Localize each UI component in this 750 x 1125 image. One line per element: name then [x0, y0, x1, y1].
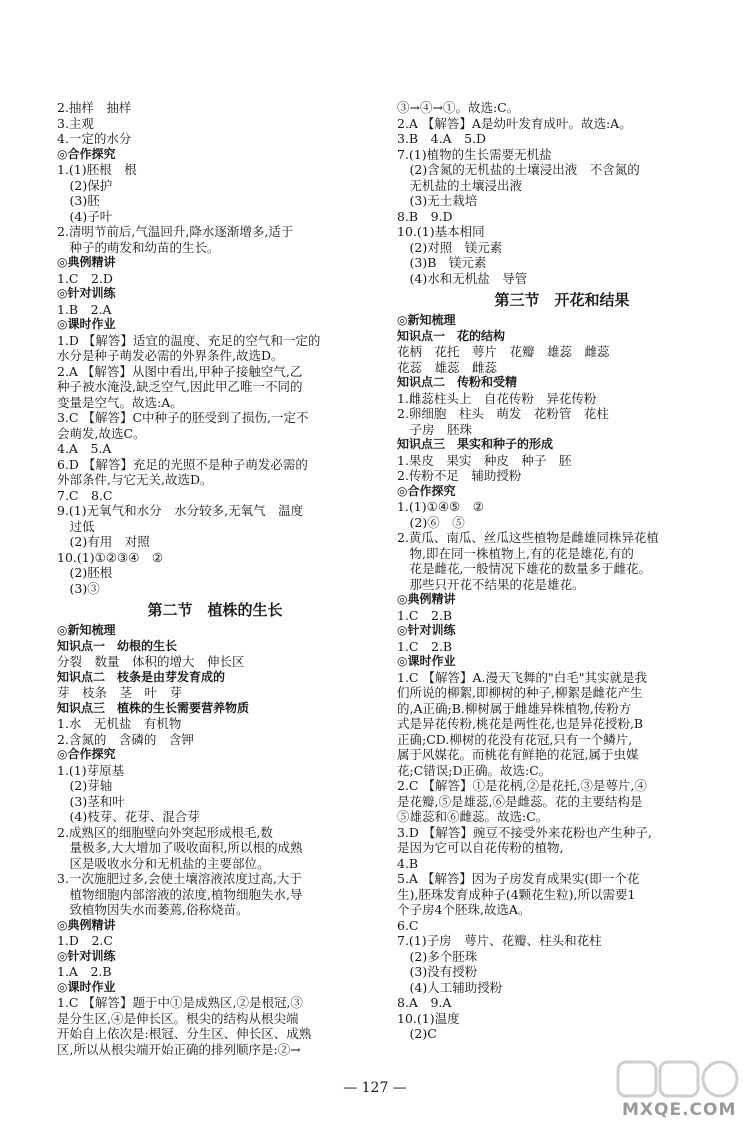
right-text-line: (2)⑥ ⑤ — [397, 514, 465, 530]
right-text-line: 式是异花传粉,桃花是两性花,也是异花授粉,B — [397, 716, 644, 731]
left-text-line: 1.(1)胚根 根 — [57, 162, 137, 177]
left-text-line: 6.D 【解答】充足的光照不是种子萌发必需的 — [57, 456, 308, 472]
left-text-line: 1.D 2.C — [57, 933, 113, 948]
right-text-line: 属于风媒花。而桃花有鲜艳的花冠,属于虫媒 — [397, 747, 639, 762]
right-text-line: (3)无土栽培 — [397, 193, 478, 208]
right-heading: 知识点二 传粉和受精 — [397, 375, 518, 389]
right-text-line: 5.A 【解答】因为子房发育成果实(即一个花 — [397, 871, 640, 886]
left-text-line: 2.成熟区的细胞壁向外突起形成根毛,数 — [57, 824, 273, 840]
right-text-line: 花;C错误;D正确。故选:C。 — [397, 762, 552, 778]
right-text-line: 2.黄瓜、南瓜、丝瓜这些植物是雌雄同株异花植 — [397, 530, 659, 545]
right-text-line: 4.B — [397, 855, 419, 871]
left-text-line: 2.清明节前后,气温回升,降水逐渐增多,适于 — [57, 224, 294, 239]
left-text-line: 芽 枝条 茎 叶 芽 — [57, 685, 183, 700]
right-text-line: 的,A正确;B.柳树属于雌雄异株植物,传粉方 — [397, 700, 632, 716]
left-text-line: 变量是空气。故选:A。 — [57, 394, 183, 410]
right-text-line: 是因为它可以自花传粉的植物, — [397, 840, 564, 855]
left-text-line: 7.C 8.C — [57, 487, 113, 503]
left-heading: 知识点一 幼根的生长 — [57, 638, 178, 653]
left-text-line: 2.抽样 抽样 — [57, 100, 132, 115]
left-text-line: 会萌发,故选C。 — [57, 425, 146, 441]
right-text-line: 是花瓣,⑤是雄蕊,⑥是雌蕊。花的主要结构是 — [397, 793, 643, 809]
watermark-text: MXQE.COM — [622, 1100, 737, 1120]
left-text-line: 植物细胞内部溶液的浓度,植物细胞失水,导 — [57, 886, 303, 902]
left-column — [57, 100, 373, 1057]
right-text-line: 1.C 2.B — [397, 607, 453, 623]
left-text-line: 1.B 2.A — [57, 301, 112, 317]
right-text-line: 6.C — [397, 917, 419, 933]
right-heading: ◎典例精讲 — [397, 592, 456, 606]
right-heading: ◎新知梳理 — [397, 313, 456, 327]
right-text-line: 花蕊 雄蕊 雌蕊 — [397, 359, 498, 375]
right-text-line: 7.(1)植物的生长需要无机盐 — [397, 146, 552, 162]
right-text-line: 物,即在同一株植物上,有的花是雄花,有的 — [397, 545, 634, 561]
left-section-title: 第二节 植株的生长 — [147, 601, 283, 619]
right-text-line: 花是雌花,一般情况下雄花的数量多于雌花。 — [397, 561, 651, 576]
left-heading: ◎合作探究 — [57, 146, 116, 161]
right-text-line: 2.C 【解答】①是花柄,②是花托,③是萼片,④ — [397, 778, 647, 793]
right-heading: 知识点一 花的结构 — [397, 328, 506, 343]
left-text-line: 3.C 【解答】C中种子的胚受到了损伤,一定不 — [57, 410, 309, 425]
left-heading: ◎针对训练 — [57, 286, 116, 300]
left-text-line: 1.D 【解答】适宜的温度、充足的空气和一定的 — [57, 332, 321, 348]
right-text-line: 子房 胚珠 — [397, 421, 473, 437]
left-text-line: 3.一次施肥过多,会使土壤溶液浓度过高,大于 — [57, 871, 302, 886]
left-text-line: 1.(1)芽原基 — [57, 762, 125, 778]
right-text-line: 3.B 4.A 5.D — [397, 131, 487, 146]
left-text-line: (2)胚根 — [57, 565, 113, 580]
left-text-line: 1.C 2.D — [57, 270, 113, 286]
left-text-line: 1.C 【解答】题于中①是成熟区,②是根冠,③ — [57, 995, 303, 1010]
left-heading: ◎课时作业 — [57, 317, 116, 331]
right-text-line: 10.(1)基本相同 — [397, 224, 485, 239]
right-text-line: 3.D 【解答】豌豆不接受外来花粉也产生种子, — [397, 824, 652, 840]
right-text-line: 花柄 花托 萼片 花瓣 雄蕊 雌蕊 — [397, 344, 610, 359]
right-text-line: (3)没有授粉 — [397, 964, 478, 979]
right-text-line: (2)C — [397, 1026, 437, 1041]
right-text-line: (3)B 镁元素 — [397, 255, 487, 270]
right-text-line: ③→④→①。故选:C。 — [397, 100, 520, 115]
right-text-line: 1.(1)①④⑤ ② — [397, 499, 484, 514]
right-text-line: (2)多个胚珠 — [397, 948, 478, 964]
left-text-line: (3)胚 — [57, 193, 100, 208]
left-heading: ◎针对训练 — [57, 948, 116, 963]
right-text-line: 1.C 2.B — [397, 638, 453, 654]
left-text-line: 10.(1)①②③④ ② — [57, 549, 164, 565]
right-text-line: 正确;CD.柳树的花没有花冠,只有一个鳞片, — [397, 731, 633, 747]
right-section-title: 第三节 开花和结果 — [494, 291, 630, 309]
left-text-line: (4)枝芽、花芽、混合芽 — [57, 809, 200, 824]
left-text-line: 外部条件,与它无关,故选D。 — [57, 472, 213, 487]
left-text-line: 分裂 数量 体积的增大 伸长区 — [57, 654, 245, 669]
left-text-line: 4.A 5.A — [57, 441, 112, 456]
right-column — [397, 100, 727, 1042]
right-text-line: ⑤雄蕊和⑥雌蕊。故选:C。 — [397, 809, 549, 824]
right-text-line: (4)水和无机盐 导管 — [397, 270, 528, 286]
left-text-line: (4)子叶 — [57, 208, 113, 224]
right-heading: ◎针对训练 — [397, 623, 456, 637]
left-text-line: 1.水 无机盐 有机物 — [57, 716, 182, 731]
left-text-line: 9.(1)无氧气和水分 水分较多,无氧气 温度 — [57, 503, 304, 518]
left-text-line: 过低 — [57, 518, 95, 534]
left-text-line: (3)茎和叶 — [57, 793, 125, 809]
left-heading: ◎新知梳理 — [57, 623, 116, 637]
left-heading: ◎合作探究 — [57, 747, 116, 761]
left-text-line: 开始自上依次是:根冠、分生区、伸长区、成熟 — [57, 1026, 312, 1041]
left-text-line: 种子被水淹没,缺乏空气,因此甲乙唯一不同的 — [57, 379, 303, 394]
left-text-line: 水分是种子萌发必需的外界条件,故选D。 — [57, 348, 284, 363]
left-text-line: (3)③ — [57, 580, 100, 596]
right-text-line: 1.雌蕊柱头上 自花传粉 异花传粉 — [397, 390, 597, 406]
left-text-line: 2.含氮的 含磷的 含钾 — [57, 731, 194, 747]
left-heading: ◎典例精讲 — [57, 255, 116, 269]
right-text-line: 2.传粉不足 辅助授粉 — [397, 468, 522, 483]
right-heading: ◎课时作业 — [397, 654, 456, 668]
right-text-line: 2.卵细胞 柱头 萌发 花粉管 花柱 — [397, 406, 609, 421]
right-text-line: 个子房4个胚珠,故选A。 — [397, 902, 531, 917]
right-text-line: 无机盐的土壤浸出液 — [397, 177, 523, 193]
left-text-line: 是分生区,④是伸长区。根尖的结构从根尖端 — [57, 1010, 299, 1026]
left-text-line: 种子的萌发和幼苗的生长。 — [57, 239, 220, 255]
page-number: — 127 — — [343, 1080, 407, 1096]
right-text-line: 们所说的柳絮,即柳树的种子,柳絮是雌花产生 — [397, 685, 643, 700]
left-text-line: 3.主观 — [57, 115, 94, 131]
left-heading: ◎课时作业 — [57, 979, 116, 994]
left-heading: 知识点二 枝条是由芽发育成的 — [57, 669, 226, 684]
right-text-line: 生),胚珠发育成种子(4颗花生粒),所以需要1 — [397, 886, 636, 902]
right-text-line: 那些只开花不结果的花是雄花。 — [397, 576, 585, 592]
right-text-line: 8.A 9.A — [397, 995, 452, 1010]
right-text-line: 1.C 【解答】A.漫天飞舞的"白毛"其实就是我 — [397, 669, 647, 685]
left-text-line: 4.一定的水分 — [57, 131, 132, 146]
left-text-line: 致植物因失水而萎蔫,俗称烧苗。 — [57, 902, 249, 917]
right-text-line: 1.果皮 果实 种皮 种子 胚 — [397, 452, 572, 468]
right-heading: ◎合作探究 — [397, 483, 456, 498]
left-text-line: 区是吸收水分和无机盐的主要部位。 — [57, 855, 270, 871]
left-text-line: (2)有用 对照 — [57, 534, 150, 549]
left-text-line: 量极多,大大增加了吸收面积,所以根的成熟 — [57, 840, 303, 855]
left-text-line: (2)芽轴 — [57, 778, 113, 793]
left-text-line: (2)保护 — [57, 177, 113, 193]
right-text-line: 2.A 【解答】A是幼叶发育成叶。故选:A。 — [397, 115, 632, 131]
left-heading: ◎典例精讲 — [57, 917, 116, 932]
watermark-seal-icon — [614, 1058, 744, 1102]
left-text-line: 1.A 2.B — [57, 964, 112, 979]
left-heading: 知识点三 植株的生长需要营养物质 — [57, 700, 250, 715]
left-text-line: 区,所以从根尖端开始正确的排列顺序是:②→ — [57, 1041, 301, 1057]
right-heading: 知识点三 果实和种子的形成 — [397, 437, 554, 451]
right-text-line: (4)人工辅助授粉 — [397, 979, 503, 995]
right-text-line: 7.(1)子房 萼片、花瓣、柱头和花柱 — [397, 933, 602, 948]
right-text-line: 8.B 9.D — [397, 208, 453, 224]
right-text-line: (2)对照 镁元素 — [397, 239, 503, 255]
left-text-line: 2.A 【解答】从图中看出,甲种子接触空气,乙 — [57, 363, 303, 379]
right-text-line: (2)含氮的无机盐的土壤浸出液 不含氮的 — [397, 162, 640, 177]
right-text-line: 10.(1)温度 — [397, 1010, 460, 1026]
